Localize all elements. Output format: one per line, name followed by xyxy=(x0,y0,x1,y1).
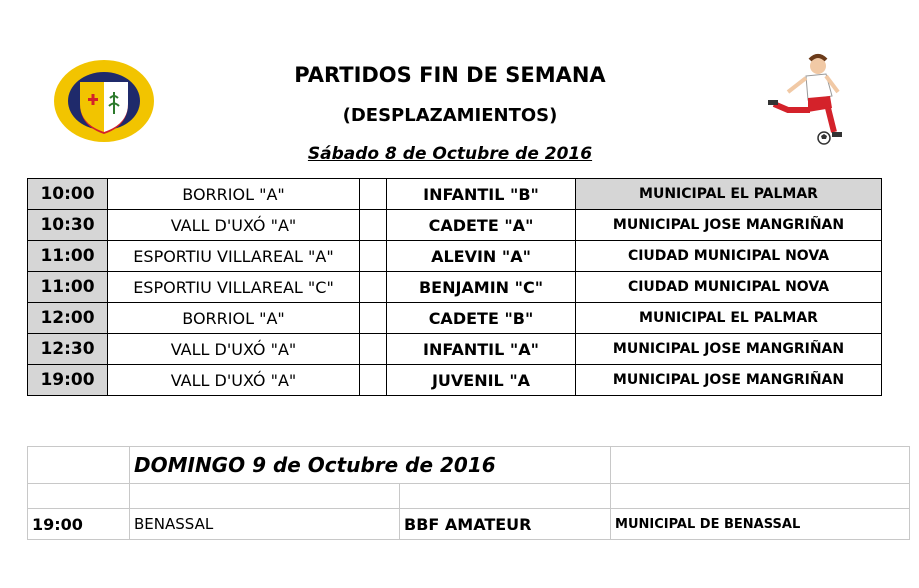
empty-cell xyxy=(611,484,910,509)
empty-cell xyxy=(400,484,611,509)
match-time: 19:00 xyxy=(28,365,108,396)
venue: CIUDAD MUNICIPAL NOVA xyxy=(576,272,882,303)
table-row xyxy=(28,334,882,365)
opponent-team: VALL D'UXÓ "A" xyxy=(108,334,360,365)
match-time: 11:00 xyxy=(28,241,108,272)
match-time: 12:30 xyxy=(28,334,108,365)
empty-cell xyxy=(611,447,910,484)
table-row xyxy=(28,210,882,241)
spacer-cell xyxy=(360,272,387,303)
category: INFANTIL "B" xyxy=(387,179,576,210)
spacer-cell xyxy=(360,210,387,241)
opponent-team: BORRIOL "A" xyxy=(108,303,360,334)
venue: MUNICIPAL DE BENASSAL xyxy=(611,509,910,540)
opponent-team: VALL D'UXÓ "A" xyxy=(108,210,360,241)
opponent-team: VALL D'UXÓ "A" xyxy=(108,365,360,396)
category: INFANTIL "A" xyxy=(387,334,576,365)
category: JUVENIL "A xyxy=(387,365,576,396)
spacer-cell xyxy=(360,303,387,334)
saturday-date: Sábado 8 de Octubre de 2016 xyxy=(307,144,593,164)
match-time: 19:00 xyxy=(28,509,130,540)
football-player-illustration xyxy=(760,50,856,146)
empty-cell xyxy=(28,484,130,509)
table-row xyxy=(28,509,910,540)
category: ALEVIN "A" xyxy=(387,241,576,272)
table-row xyxy=(28,179,882,210)
opponent-team: BORRIOL "A" xyxy=(108,179,360,210)
match-time: 10:00 xyxy=(28,179,108,210)
opponent-team: BENASSAL xyxy=(130,509,400,540)
opponent-team: ESPORTIU VILLAREAL "A" xyxy=(108,241,360,272)
venue: MUNICIPAL EL PALMAR xyxy=(576,179,882,210)
spacer-cell xyxy=(360,179,387,210)
club-logo xyxy=(52,58,156,144)
spacer-row xyxy=(28,484,910,509)
match-time: 12:00 xyxy=(28,303,108,334)
category: BBF AMATEUR xyxy=(400,509,611,540)
table-row xyxy=(28,303,882,334)
empty-cell xyxy=(28,447,130,484)
opponent-team: ESPORTIU VILLAREAL "C" xyxy=(108,272,360,303)
venue: MUNICIPAL JOSE MANGRIÑAN xyxy=(576,334,882,365)
category: BENJAMIN "C" xyxy=(387,272,576,303)
venue: MUNICIPAL JOSE MANGRIÑAN xyxy=(576,210,882,241)
category: CADETE "B" xyxy=(387,303,576,334)
venue: MUNICIPAL EL PALMAR xyxy=(576,303,882,334)
sunday-matches-table xyxy=(27,446,910,540)
category: CADETE "A" xyxy=(387,210,576,241)
empty-cell xyxy=(130,484,400,509)
page-title: PARTIDOS FIN DE SEMANA xyxy=(294,63,606,87)
saturday-matches-table xyxy=(27,178,882,396)
table-row xyxy=(28,272,882,303)
spacer-cell xyxy=(360,334,387,365)
sunday-date-row xyxy=(28,447,910,484)
sunday-date: DOMINGO 9 de Octubre de 2016 xyxy=(130,447,611,484)
table-row xyxy=(28,241,882,272)
spacer-cell xyxy=(360,365,387,396)
match-time: 10:30 xyxy=(28,210,108,241)
page-subtitle: (DESPLAZAMIENTOS) xyxy=(342,105,558,126)
venue: CIUDAD MUNICIPAL NOVA xyxy=(576,241,882,272)
table-row xyxy=(28,365,882,396)
spacer-cell xyxy=(360,241,387,272)
venue: MUNICIPAL JOSE MANGRIÑAN xyxy=(576,365,882,396)
match-time: 11:00 xyxy=(28,272,108,303)
